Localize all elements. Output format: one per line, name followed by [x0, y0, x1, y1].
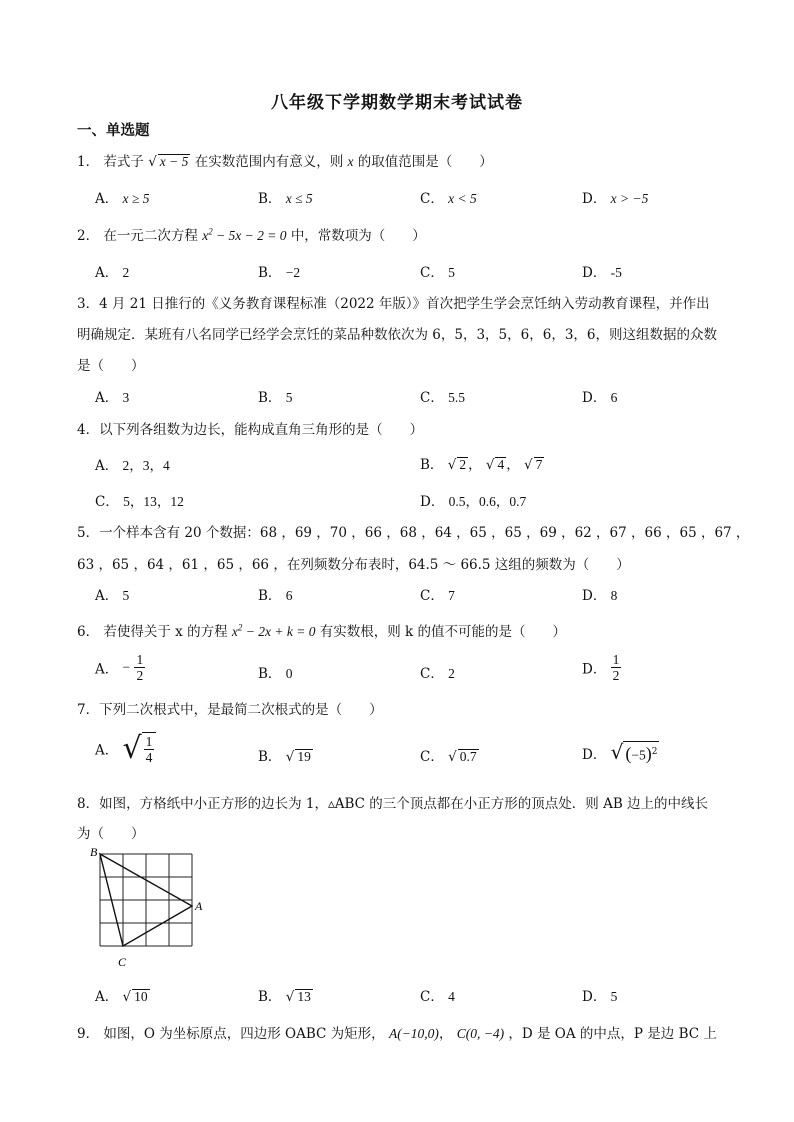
equation: $x^2 - 5x - 2 = 0$: [202, 226, 287, 243]
question-2: [77, 224, 426, 244]
q1-option-d[interactable]: D． x > −5: [582, 191, 649, 207]
page-title: 八年级下学期数学期末考试试卷: [271, 93, 523, 113]
q7-option-d[interactable]: D． √ $(-5)^2$: [582, 740, 658, 764]
q4-option-b[interactable]: B． √ 2 ， √ 4 ， √ 7: [420, 457, 543, 473]
q1-option-c[interactable]: C． x < 5: [420, 191, 477, 207]
question-number: 1．: [77, 154, 100, 170]
sqrt-icon: √: [285, 749, 295, 765]
q4-option-c[interactable]: C． 5，13，12: [95, 494, 184, 510]
sqrt-icon: √: [122, 731, 142, 766]
question-number: 8．: [77, 796, 100, 812]
q8-grid-figure: [88, 842, 218, 974]
q7-option-b[interactable]: B． √ 19: [258, 749, 311, 765]
question-5-line-2: 63 ，65 ，64 ，61 ，65 ，66 ，在列频数分布表时，64.5 ～ 66.5 这组的频数为（ ）: [77, 557, 630, 573]
question-3: [77, 292, 710, 312]
q4-option-d[interactable]: D． 0.5，0.6，0.7: [420, 494, 527, 510]
label-c: C: [118, 955, 127, 969]
question-number: 3．: [77, 296, 100, 312]
label-b: B: [90, 845, 98, 859]
question-text: 有实数根，则 k 的值不可能的是（ ）: [319, 624, 567, 640]
q4-option-a[interactable]: A． 2，3，4: [95, 458, 170, 474]
q3-option-b[interactable]: B． 5: [258, 390, 293, 406]
q8-option-a[interactable]: A． √ 10: [95, 989, 148, 1005]
label-a: A: [195, 899, 203, 913]
question-text: 若使得关于 x 的方程: [103, 624, 228, 640]
question-number: 9．: [77, 1026, 100, 1042]
sqrt-icon: √: [610, 740, 624, 764]
question-8: [77, 792, 708, 812]
question-text: 中，常数项为（ ）: [290, 228, 426, 244]
question-5: [77, 521, 749, 541]
q8-option-d[interactable]: D． 5: [582, 989, 618, 1005]
sqrt-icon: √: [285, 989, 295, 1005]
q8-option-b[interactable]: B． √ 13: [258, 989, 311, 1005]
question-number: 7．: [77, 702, 100, 718]
sqrt-icon: √: [447, 457, 457, 473]
question-8-line-2: 为（ ）: [77, 826, 145, 842]
sqrt-icon: √: [524, 457, 533, 473]
q3-option-c[interactable]: C． 5.5: [420, 390, 466, 406]
q8-option-c[interactable]: C． 4: [420, 989, 455, 1005]
q5-option-c[interactable]: C． 7: [420, 588, 455, 604]
question-9: 9． 如图，O 为坐标原点，四边形 OABC 为矩形， A(−10,0)， C(0, −4) ，D 是 OA 的中点，P 是边 BC 上: [77, 1026, 717, 1042]
q1-option-b[interactable]: B． x ≤ 5: [258, 191, 313, 207]
question-text: 若式子: [103, 154, 144, 170]
question-text: 以下列各组数为边长，能构成直角三角形的是（ ）: [99, 422, 424, 438]
sqrt-icon: √: [448, 749, 457, 765]
question-number: 6．: [77, 624, 100, 640]
sqrt-icon: √: [148, 154, 157, 170]
question-number: 5．: [77, 525, 100, 541]
section-heading: 一、单选题: [77, 123, 150, 139]
q2-option-a[interactable]: A． 2: [95, 265, 130, 281]
q5-option-a[interactable]: A． 5: [95, 588, 130, 604]
sqrt-icon: √: [485, 457, 495, 473]
q7-option-c[interactable]: C． √ 0.7: [420, 749, 477, 765]
fraction: $\frac{1}{2}$: [612, 652, 620, 683]
sqrt-icon: √: [122, 989, 132, 1005]
question-7: [77, 698, 383, 718]
q2-option-c[interactable]: C． 5: [420, 265, 455, 281]
question-text: 下列二次根式中，是最简二次根式的是（ ）: [99, 702, 383, 718]
radicand: x − 5: [159, 154, 189, 169]
q3-option-d[interactable]: D． 6: [582, 390, 618, 406]
question-number: 2．: [77, 228, 100, 244]
equation: $x^2 - 2x + k = 0$: [231, 622, 316, 639]
q7-option-a[interactable]: A． √ $\frac{1}{4}$: [95, 731, 156, 766]
q5-option-d[interactable]: D． 8: [582, 588, 618, 604]
q6-option-a[interactable]: A． − $\frac{1}{2}$: [95, 652, 144, 683]
q6-option-d[interactable]: D． $\frac{1}{2}$: [582, 652, 620, 683]
question-text: 的取值范围是（ ）: [357, 154, 493, 170]
question-text: 如图，O 为坐标原点，四边形 OABC 为矩形，: [103, 1026, 385, 1042]
q5-option-b[interactable]: B． 6: [258, 588, 293, 604]
question-text: 在一元二次方程: [103, 228, 198, 244]
q2-option-b[interactable]: B． −2: [258, 265, 301, 281]
question-text: ，D 是 OA 的中点，P 是边 BC 上: [508, 1026, 717, 1042]
q6-option-c[interactable]: C． 2: [420, 666, 455, 682]
question-4: [77, 418, 423, 438]
q1-option-a[interactable]: A． x ≥ 5: [95, 191, 150, 207]
fraction: $\frac{1}{4}$: [142, 732, 157, 765]
question-3-line-2: 明确规定．某班有八名同学已经学会烹饪的菜品种数依次为 6，5，3，5，6，6，3，6，则这组数据的众数: [77, 327, 718, 343]
question-text: 4 月 21 日推行的《义务教育课程标准（2022 年版）》首次把学生学会烹饪纳入劳动教育课程，并作出: [99, 296, 710, 312]
q3-option-a[interactable]: A． 3: [95, 390, 130, 406]
q6-option-b[interactable]: B． 0: [258, 666, 293, 682]
q2-option-d[interactable]: D． -5: [582, 265, 622, 281]
question-1: [77, 150, 493, 170]
point-c: C(0, −4): [456, 1026, 505, 1041]
point-a: A(−10,0): [388, 1026, 439, 1041]
question-6: [77, 620, 566, 640]
question-text: 在实数范围内有意义，则: [194, 154, 344, 170]
question-3-line-3: 是（ ）: [77, 358, 145, 374]
fraction: $\frac{1}{2}$: [136, 652, 144, 683]
question-number: 4．: [77, 422, 100, 438]
math-var: x: [347, 154, 354, 169]
question-text: 一个样本含有 20 个数据：68 ，69 ，70 ，66 ，68 ，64 ，65 ，65 ，69 ，62 ，67 ，66 ，65 ，67 ，: [99, 525, 750, 541]
question-text: 如图，方格纸中小正方形的边长为 1，▵ABC 的三个顶点都在小正方形的顶点处．则 AB 边上的中线长: [99, 796, 709, 812]
